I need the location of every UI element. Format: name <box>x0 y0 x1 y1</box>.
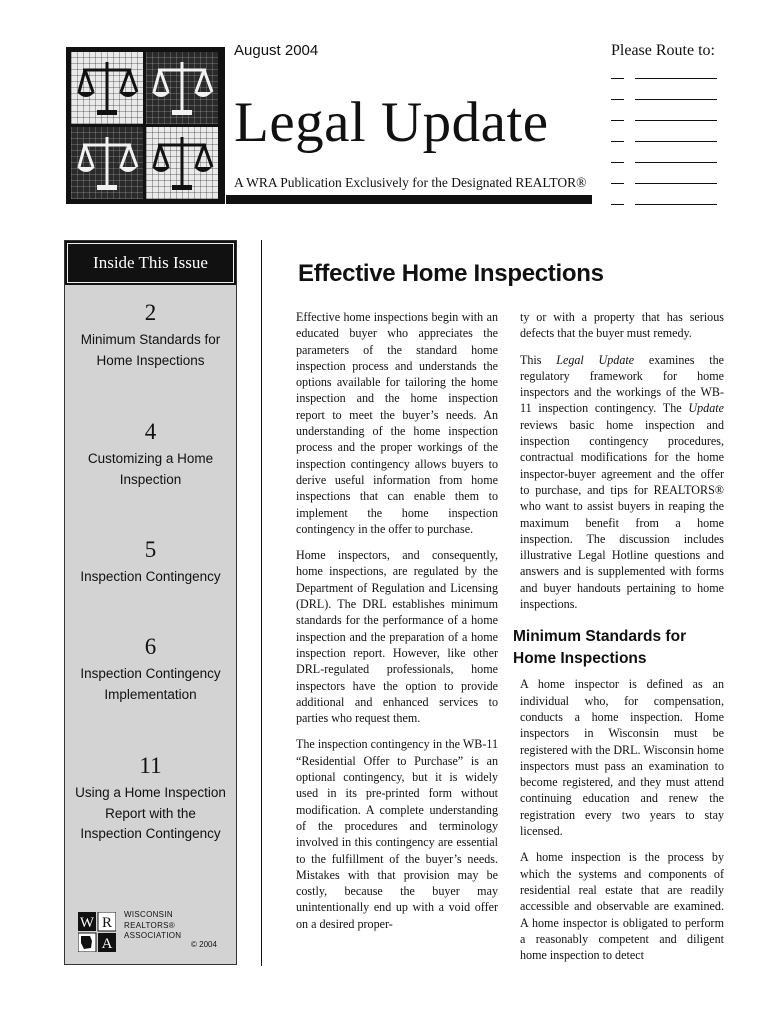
article-paragraph: ty or with a property that has serious defects that the buyer must remedy. <box>520 310 724 341</box>
route-name-line[interactable] <box>611 192 717 213</box>
section-heading: Minimum Standards for Home Inspections <box>513 628 687 668</box>
text-run: reviews basic home inspection and inspection contingency procedures, contractual modifications for the home inspector-buyer agreement and the offer to purchase, and tips for REALTORS® who want to assist buyers in reaping the maximum benefit from a home inspection. The discussion includes illustrative Legal Hotline questions and answers and is supplemented with forms and buyer handouts pertaining to home inspections. <box>520 417 724 612</box>
toc-item-title: Customizing a Home <box>87 451 214 466</box>
toc-page-number: 6 <box>144 634 157 659</box>
article-paragraph: A home inspection is the process by which the systems and components of residential real estate that are readily accessible and observable are examined. A home inspector is obligated to perform a reasonably competent and diligent home inspection to detect <box>520 850 724 963</box>
route-check-line <box>611 120 624 121</box>
route-name-blank <box>635 183 717 184</box>
toc-item-title: Inspection Contingency <box>80 666 221 681</box>
route-check-line <box>611 141 624 142</box>
toc-item-title: Minimum Standards for <box>80 332 221 347</box>
route-name-line[interactable] <box>611 129 717 150</box>
toc-item[interactable] <box>65 298 236 371</box>
wra-logo-icon <box>78 912 116 952</box>
article-title: Effective Home Inspections <box>298 260 604 287</box>
toc-item-title: Inspection Contingency <box>80 569 221 584</box>
route-name-line[interactable] <box>611 87 717 108</box>
toc-item[interactable] <box>65 417 236 490</box>
masthead-logo <box>66 47 223 204</box>
wra-letter-a: A <box>101 936 113 952</box>
copyright: © 2004 <box>191 940 217 949</box>
wra-letter-r: R <box>101 915 113 931</box>
newsletter-subtitle: A WRA Publication Exclusively for the Designated REALTOR® <box>234 175 587 190</box>
route-name-blank <box>635 162 717 163</box>
toc-page-number: 5 <box>144 537 157 562</box>
scales-of-justice-icon <box>146 127 218 199</box>
wra-footer <box>78 910 238 956</box>
toc-page-number: 2 <box>144 300 157 325</box>
toc-item-title: Home Inspections <box>96 352 205 368</box>
toc-item-title: Inspection Contingency <box>80 826 221 841</box>
article-paragraph: Effective home inspections begin with an educated buyer who appreciates the parameters of the standard home inspection process and understands the options available for tailoring the home inspection and the home inspection report to meet the buyer’s needs. An understanding of the home inspection process and the proper workings of the inspection contingency allows buyers to derive useful information from home inspections that can enable them to implement the home inspection contingency in the offer to purchase. <box>296 310 498 536</box>
route-name-line[interactable] <box>611 150 717 171</box>
toc-item[interactable] <box>65 535 236 588</box>
routing-label: Please Route to: <box>611 42 715 59</box>
scales-of-justice-icon <box>71 52 143 124</box>
article-paragraph <box>520 352 724 613</box>
wra-org-line: ASSOCIATION <box>124 931 182 940</box>
route-name-blank <box>635 120 717 121</box>
route-check-line <box>611 162 624 163</box>
route-name-blank <box>635 99 717 100</box>
newsletter-title: Legal Update <box>234 91 549 154</box>
route-check-line <box>611 99 624 100</box>
text-run: examines the regulatory framework for home inspectors and the workings of the WB-11 inspection contingency. The <box>520 352 724 416</box>
route-name-line[interactable] <box>611 66 717 87</box>
toc-item-title: Implementation <box>104 686 197 702</box>
article-paragraph: The inspection contingency in the WB-11 “Residential Offer to Purchase” is an optional contingency, but it is widely used in its pre-printed form without modification. A complete understanding of the procedures and terminology involved in this contingency are essential to the fulfillment of the buyer’s needs. Mistakes with that provision may be costly, because the buyer may unintentionally end up with a void offer on a desired proper- <box>296 737 498 931</box>
article-column-1 <box>296 309 498 942</box>
italic-title: Update <box>688 401 724 416</box>
route-check-line <box>611 183 624 184</box>
routing-lines <box>611 66 717 213</box>
toc-item-title: Inspection <box>119 471 182 487</box>
masthead-rule <box>226 195 592 204</box>
route-check-line <box>611 78 624 79</box>
toc-item-title: Report with the <box>105 805 196 821</box>
scales-of-justice-icon <box>71 127 143 199</box>
toc-item[interactable] <box>65 632 236 705</box>
article-paragraph: Home inspectors, and consequently, home inspections, are regulated by the Department of Regulation and Licensing (DRL). The DRL establishes minimum standards for the performance of a home inspection and the preparation of a home inspection report. However, like other DRL-regulated professionals, home inspectors have the option to provide additional and enhanced services to parties who request them. <box>296 548 498 726</box>
toc-item-title: Using a Home Inspection <box>75 785 226 800</box>
wra-org-line: REALTORS® <box>124 920 175 930</box>
toc-page-number: 11 <box>139 753 162 778</box>
column-divider <box>261 240 262 966</box>
italic-title: Legal Update <box>556 352 635 367</box>
route-name-line[interactable] <box>611 108 717 129</box>
route-name-line[interactable] <box>611 171 717 192</box>
text-run: This <box>520 352 557 367</box>
wra-org-line: WISCONSIN <box>124 910 173 919</box>
toc-page-number: 4 <box>144 419 157 444</box>
article-paragraph: A home inspector is defined as an individual who, for compensation, conducts a home inspection. Home inspectors in Wisconsin must be registered with the DRL. Wisconsin home inspectors must pass an examination to become registered, and they must attend continuing education and renew the registration every two years to stay licensed. <box>520 677 724 839</box>
masthead-divider <box>223 47 225 204</box>
route-name-blank <box>635 78 717 79</box>
route-name-blank <box>635 141 717 142</box>
wra-letter-w: W <box>79 915 95 931</box>
sidebar-heading: Inside This Issue <box>67 243 234 283</box>
route-name-blank <box>635 204 717 205</box>
route-check-line <box>611 204 624 205</box>
inside-this-issue-sidebar <box>64 240 237 965</box>
article-column-2 <box>513 309 724 973</box>
toc-item[interactable] <box>65 751 236 845</box>
wra-org-name <box>124 910 181 942</box>
scales-of-justice-icon <box>146 52 218 124</box>
issue-date: August 2004 <box>234 42 319 59</box>
